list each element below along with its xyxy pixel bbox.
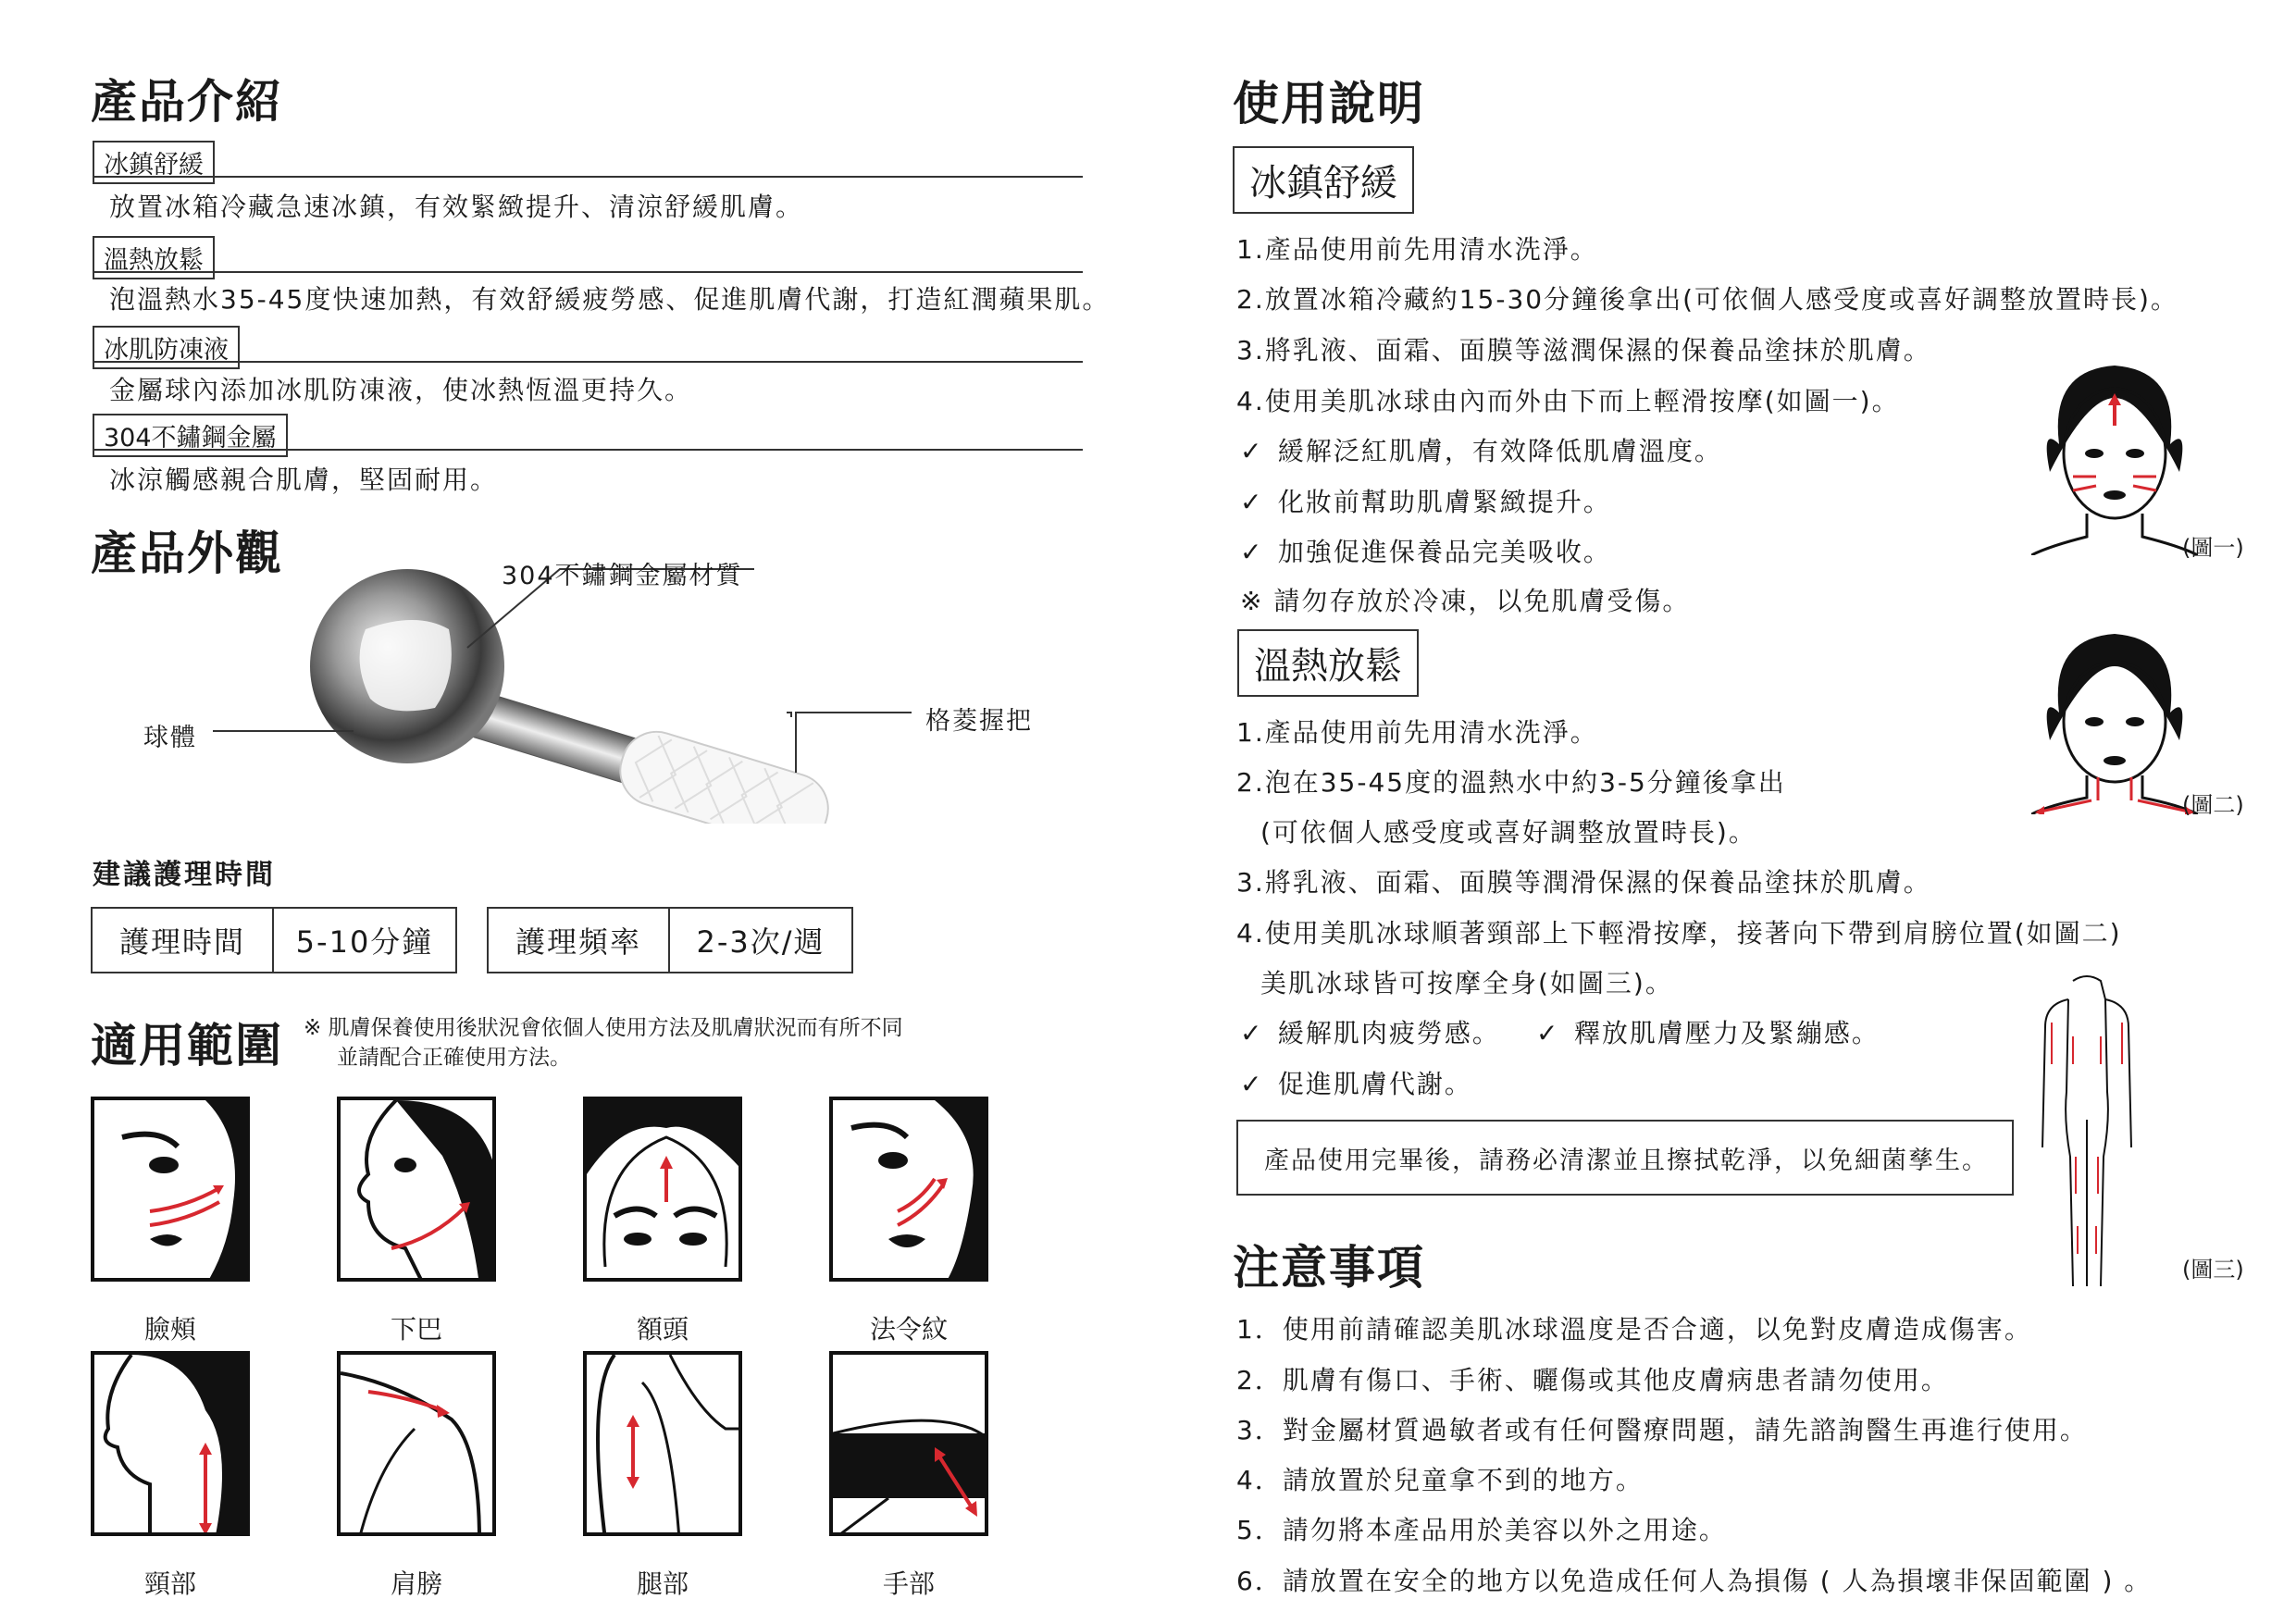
instructions-title: 使用說明 xyxy=(1233,77,1425,130)
clean-note-box xyxy=(1236,1120,2014,1196)
care-time-label: 護理時間 xyxy=(118,924,245,960)
area-panel-forehead xyxy=(583,1097,742,1282)
cold-benefit-2 xyxy=(1240,482,1611,519)
care-frequency-table xyxy=(487,907,853,973)
warm-step-4: 4.使用美肌冰球順著頸部上下輕滑按摩，接著向下帶到肩膀位置(如圖二) xyxy=(1236,918,2122,948)
shoulder-icon xyxy=(341,1355,496,1536)
cold-tag: 冰鎮舒緩 xyxy=(1233,146,1414,214)
material-label: 304不鏽鋼金屬材質 xyxy=(502,562,743,590)
area-panel-leg xyxy=(583,1351,742,1536)
intro-desc-warm: 泡溫熱水35-45度快速加熱，有效舒緩疲勞感、促進肌膚代謝，打造紅潤蘋果肌。 xyxy=(109,284,1111,315)
caution-6: 6．請放置在安全的地方以免造成任何人為損傷 ( 人為損壞非保固範圍 ) 。 xyxy=(1236,1566,2153,1596)
cold-step-2: 2.放置冰箱冷藏約15-30分鐘後拿出(可依個人感受度或喜好調整放置時長)。 xyxy=(1236,284,2178,315)
smile-lines-face-icon xyxy=(833,1100,988,1282)
check-icon: ✓ xyxy=(1536,1018,1560,1048)
care-time-value: 5-10分鐘 xyxy=(272,909,455,972)
check-icon: ✓ xyxy=(1240,537,1264,567)
figure-3-body-icon xyxy=(2041,972,2133,1291)
scope-title: 適用範圍 xyxy=(91,1019,283,1072)
check-icon: ✓ xyxy=(1240,1018,1264,1048)
cold-warning: ※ 請勿存放於冷凍，以免肌膚受傷。 xyxy=(1240,586,1691,616)
area-panel-smile-lines xyxy=(829,1097,988,1282)
intro-tag-steel: 304不鏽鋼金屬 xyxy=(93,414,288,457)
cold-benefit-1-text: 緩解泛紅肌膚，有效降低肌膚溫度。 xyxy=(1277,436,1722,466)
cold-benefit-3-text: 加強促進保養品完美吸收。 xyxy=(1277,537,1611,567)
figure-1-face-icon xyxy=(2031,361,2198,555)
intro-desc-antifreeze: 金屬球內添加冰肌防凍液，使冰熱恆溫更持久。 xyxy=(109,375,693,405)
appearance-title: 產品外觀 xyxy=(91,527,283,580)
area-panel-neck xyxy=(91,1351,250,1536)
check-icon: ✓ xyxy=(1240,436,1264,466)
care-time-title: 建議護理時間 xyxy=(93,859,276,891)
warm-step-2b: (可依個人感受度或喜好調整放置時長)。 xyxy=(1260,817,1756,848)
intro-divider-4 xyxy=(93,449,1083,451)
caution-3: 3．對金屬材質過敏者或有任何醫療問題，請先諮詢醫生再進行使用。 xyxy=(1236,1415,2088,1445)
warm-tag: 溫熱放鬆 xyxy=(1237,629,1419,697)
area-panel-chin xyxy=(337,1097,496,1282)
arm-icon xyxy=(833,1355,988,1536)
caution-4: 4．請放置於兒童拿不到的地方。 xyxy=(1236,1465,1644,1495)
cold-benefit-1 xyxy=(1240,431,1722,468)
cold-step-1: 1.產品使用前先用清水洗淨。 xyxy=(1236,234,1598,265)
cheek-face-icon xyxy=(94,1100,250,1282)
cold-step-4: 4.使用美肌冰球由內而外由下而上輕滑按摩(如圖一)。 xyxy=(1236,386,1900,416)
ball-label: 球體 xyxy=(143,724,197,752)
area-label-forehead: 額頭 xyxy=(636,1314,689,1345)
cold-benefit-3 xyxy=(1240,532,1611,569)
area-label-shoulder: 肩膀 xyxy=(390,1568,442,1599)
intro-desc-cold: 放置冰箱冷藏急速冰鎮，有效緊緻提升、清涼舒緩肌膚。 xyxy=(109,192,804,222)
caution-5: 5．請勿將本產品用於美容以外之用途。 xyxy=(1236,1515,1727,1545)
intro-divider-3 xyxy=(93,361,1083,363)
check-icon: ✓ xyxy=(1240,1069,1264,1099)
leg-icon xyxy=(587,1355,742,1536)
figure-1-label: (圖一) xyxy=(2182,535,2244,561)
warm-step-2: 2.泡在35-45度的溫熱水中約3-5分鐘後拿出 xyxy=(1236,767,1786,798)
warm-benefit-2 xyxy=(1536,1013,1880,1050)
area-label-leg: 腿部 xyxy=(636,1568,689,1599)
area-panel-cheek xyxy=(91,1097,250,1282)
check-icon: ✓ xyxy=(1240,487,1264,517)
caution-1: 1．使用前請確認美肌冰球溫度是否合適，以免對皮膚造成傷害。 xyxy=(1236,1314,2032,1345)
area-panel-shoulder xyxy=(337,1351,496,1536)
chin-face-icon xyxy=(341,1100,496,1282)
area-label-smile-lines: 法令紋 xyxy=(869,1314,948,1345)
figure-2-label: (圖二) xyxy=(2182,792,2244,818)
intro-desc-steel: 冰涼觸感親合肌膚，堅固耐用。 xyxy=(109,465,499,495)
intro-tag-antifreeze: 冰肌防凍液 xyxy=(93,326,240,369)
warm-step-4b: 美肌冰球皆可按摩全身(如圖三)。 xyxy=(1260,968,1673,998)
neck-icon xyxy=(94,1355,250,1536)
forehead-face-icon xyxy=(587,1100,742,1282)
intro-tag-warm: 溫熱放鬆 xyxy=(93,236,215,279)
area-label-cheek: 臉頰 xyxy=(143,1314,196,1345)
warm-step-1: 1.產品使用前先用清水洗淨。 xyxy=(1236,717,1598,748)
area-label-chin: 下巴 xyxy=(390,1314,442,1345)
cold-step-3: 3.將乳液、面霜、面膜等滋潤保濕的保養品塗抹於肌膚。 xyxy=(1236,335,1931,366)
intro-title: 產品介紹 xyxy=(91,75,283,129)
caution-2: 2．肌膚有傷口、手術、曬傷或其他皮膚病患者請勿使用。 xyxy=(1236,1365,1949,1395)
clean-note-text: 產品使用完畢後，請務必清潔並且擦拭乾淨，以免細菌孳生。 xyxy=(1264,1146,1989,1175)
area-label-arm: 手部 xyxy=(882,1568,935,1599)
warm-benefit-1 xyxy=(1240,1013,1500,1050)
warm-benefit-1-text: 緩解肌肉疲勞感。 xyxy=(1277,1018,1500,1048)
care-frequency-value: 2-3次/週 xyxy=(668,909,851,972)
care-time-table xyxy=(91,907,457,973)
care-frequency-label: 護理頻率 xyxy=(515,924,641,960)
intro-tag-cold: 冰鎮舒緩 xyxy=(93,141,215,184)
scope-note-line2: 並請配合正確使用方法。 xyxy=(337,1046,571,1070)
figure-2-face-icon xyxy=(2031,629,2198,814)
area-label-neck: 頸部 xyxy=(143,1568,196,1599)
warm-benefit-2-text: 釋放肌膚壓力及緊繃感。 xyxy=(1573,1018,1880,1048)
scope-note-line1: ※ 肌膚保養使用後狀況會依個人使用方法及肌膚狀況而有所不同 xyxy=(304,1016,903,1040)
intro-divider-2 xyxy=(93,271,1083,273)
area-panel-arm xyxy=(829,1351,988,1536)
warm-benefit-3 xyxy=(1240,1064,1472,1101)
warm-benefit-3-text: 促進肌膚代謝。 xyxy=(1277,1069,1472,1099)
figure-3-label: (圖三) xyxy=(2182,1257,2244,1283)
cautions-title: 注意事項 xyxy=(1233,1241,1425,1295)
warm-step-3: 3.將乳液、面霜、面膜等潤滑保濕的保養品塗抹於肌膚。 xyxy=(1236,867,1931,898)
grip-label: 格菱握把 xyxy=(925,707,1033,736)
intro-divider-1 xyxy=(93,176,1083,178)
cold-benefit-2-text: 化妝前幫助肌膚緊緻提升。 xyxy=(1277,487,1611,517)
